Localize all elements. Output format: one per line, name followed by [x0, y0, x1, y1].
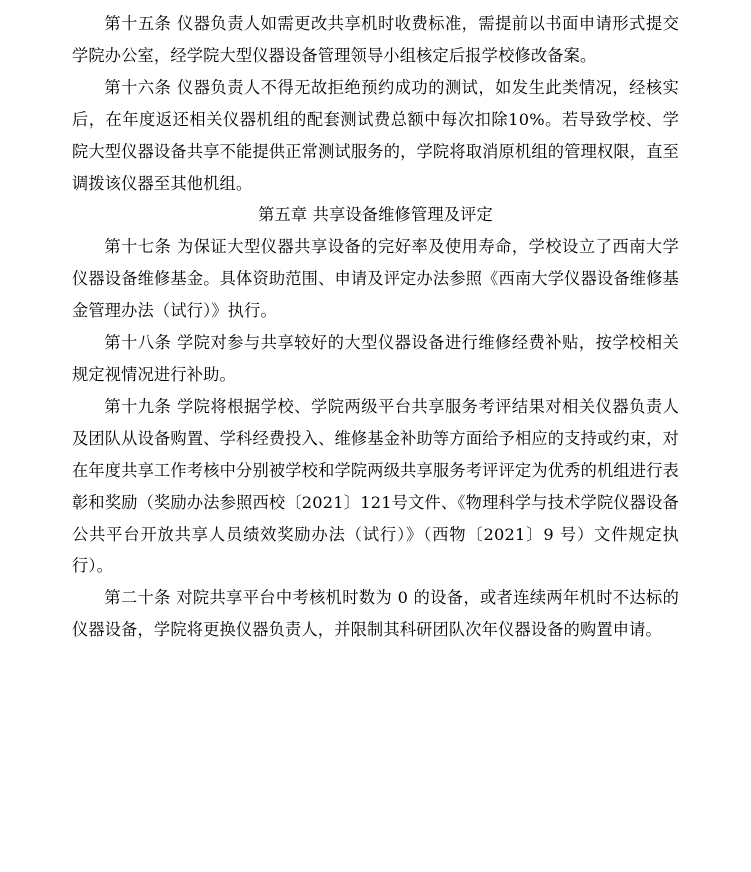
- article-19-paragraph: 第十九条 学院将根据学校、学院两级平台共享服务考评结果对相关仪器负责人及团队从设备购置、学科经费投入、维修基金补助等方面给予相应的支持或约束，对在年度共享工作考核中分别被学校和学院两级共享服务考评评定为优秀的机组进行表彰和奖励（奖励办法参照西校〔2021〕121号文件、《物理科学与技术学院仪器设备公共平台开放共享人员绩效奖励办法（试行）》（西物〔2021〕9 号）文件规定执行）。: [72, 396, 679, 576]
- article-18-paragraph: 第十八条 学院对参与共享较好的大型仪器设备进行维修经费补贴，按学校相关规定视情况进行补助。: [72, 333, 679, 384]
- article-20-paragraph: 第二十条 对院共享平台中考核机时数为 0 的设备，或者连续两年机时不达标的仪器设备，学院将更换仪器负责人，并限制其科研团队次年仪器设备的购置申请。: [72, 588, 679, 640]
- article-17-paragraph: 第十七条 为保证大型仪器共享设备的完好率及使用寿命，学校设立了西南大学仪器设备维修基金。具体资助范围、申请及评定办法参照《西南大学仪器设备维修基金管理办法（试行）》执行。: [72, 237, 679, 321]
- article-16-paragraph: 第十六条 仪器负责人不得无故拒绝预约成功的测试，如发生此类情况，经核实后，在年度返还相关仪器机组的配套测试费总额中每次扣除10%。若导致学校、学院大型仪器设备共享不能提供正常测试服务的，学院将取消原机组的管理权限，直至调拨该仪器至其他机组。: [72, 77, 679, 193]
- article-15-paragraph: 第十五条 仪器负责人如需更改共享机时收费标准，需提前以书面申请形式提交学院办公室，经学院大型仪器设备管理领导小组核定后报学校修改备案。: [72, 14, 679, 65]
- chapter-5-heading: 第五章 共享设备维修管理及评定: [258, 205, 493, 225]
